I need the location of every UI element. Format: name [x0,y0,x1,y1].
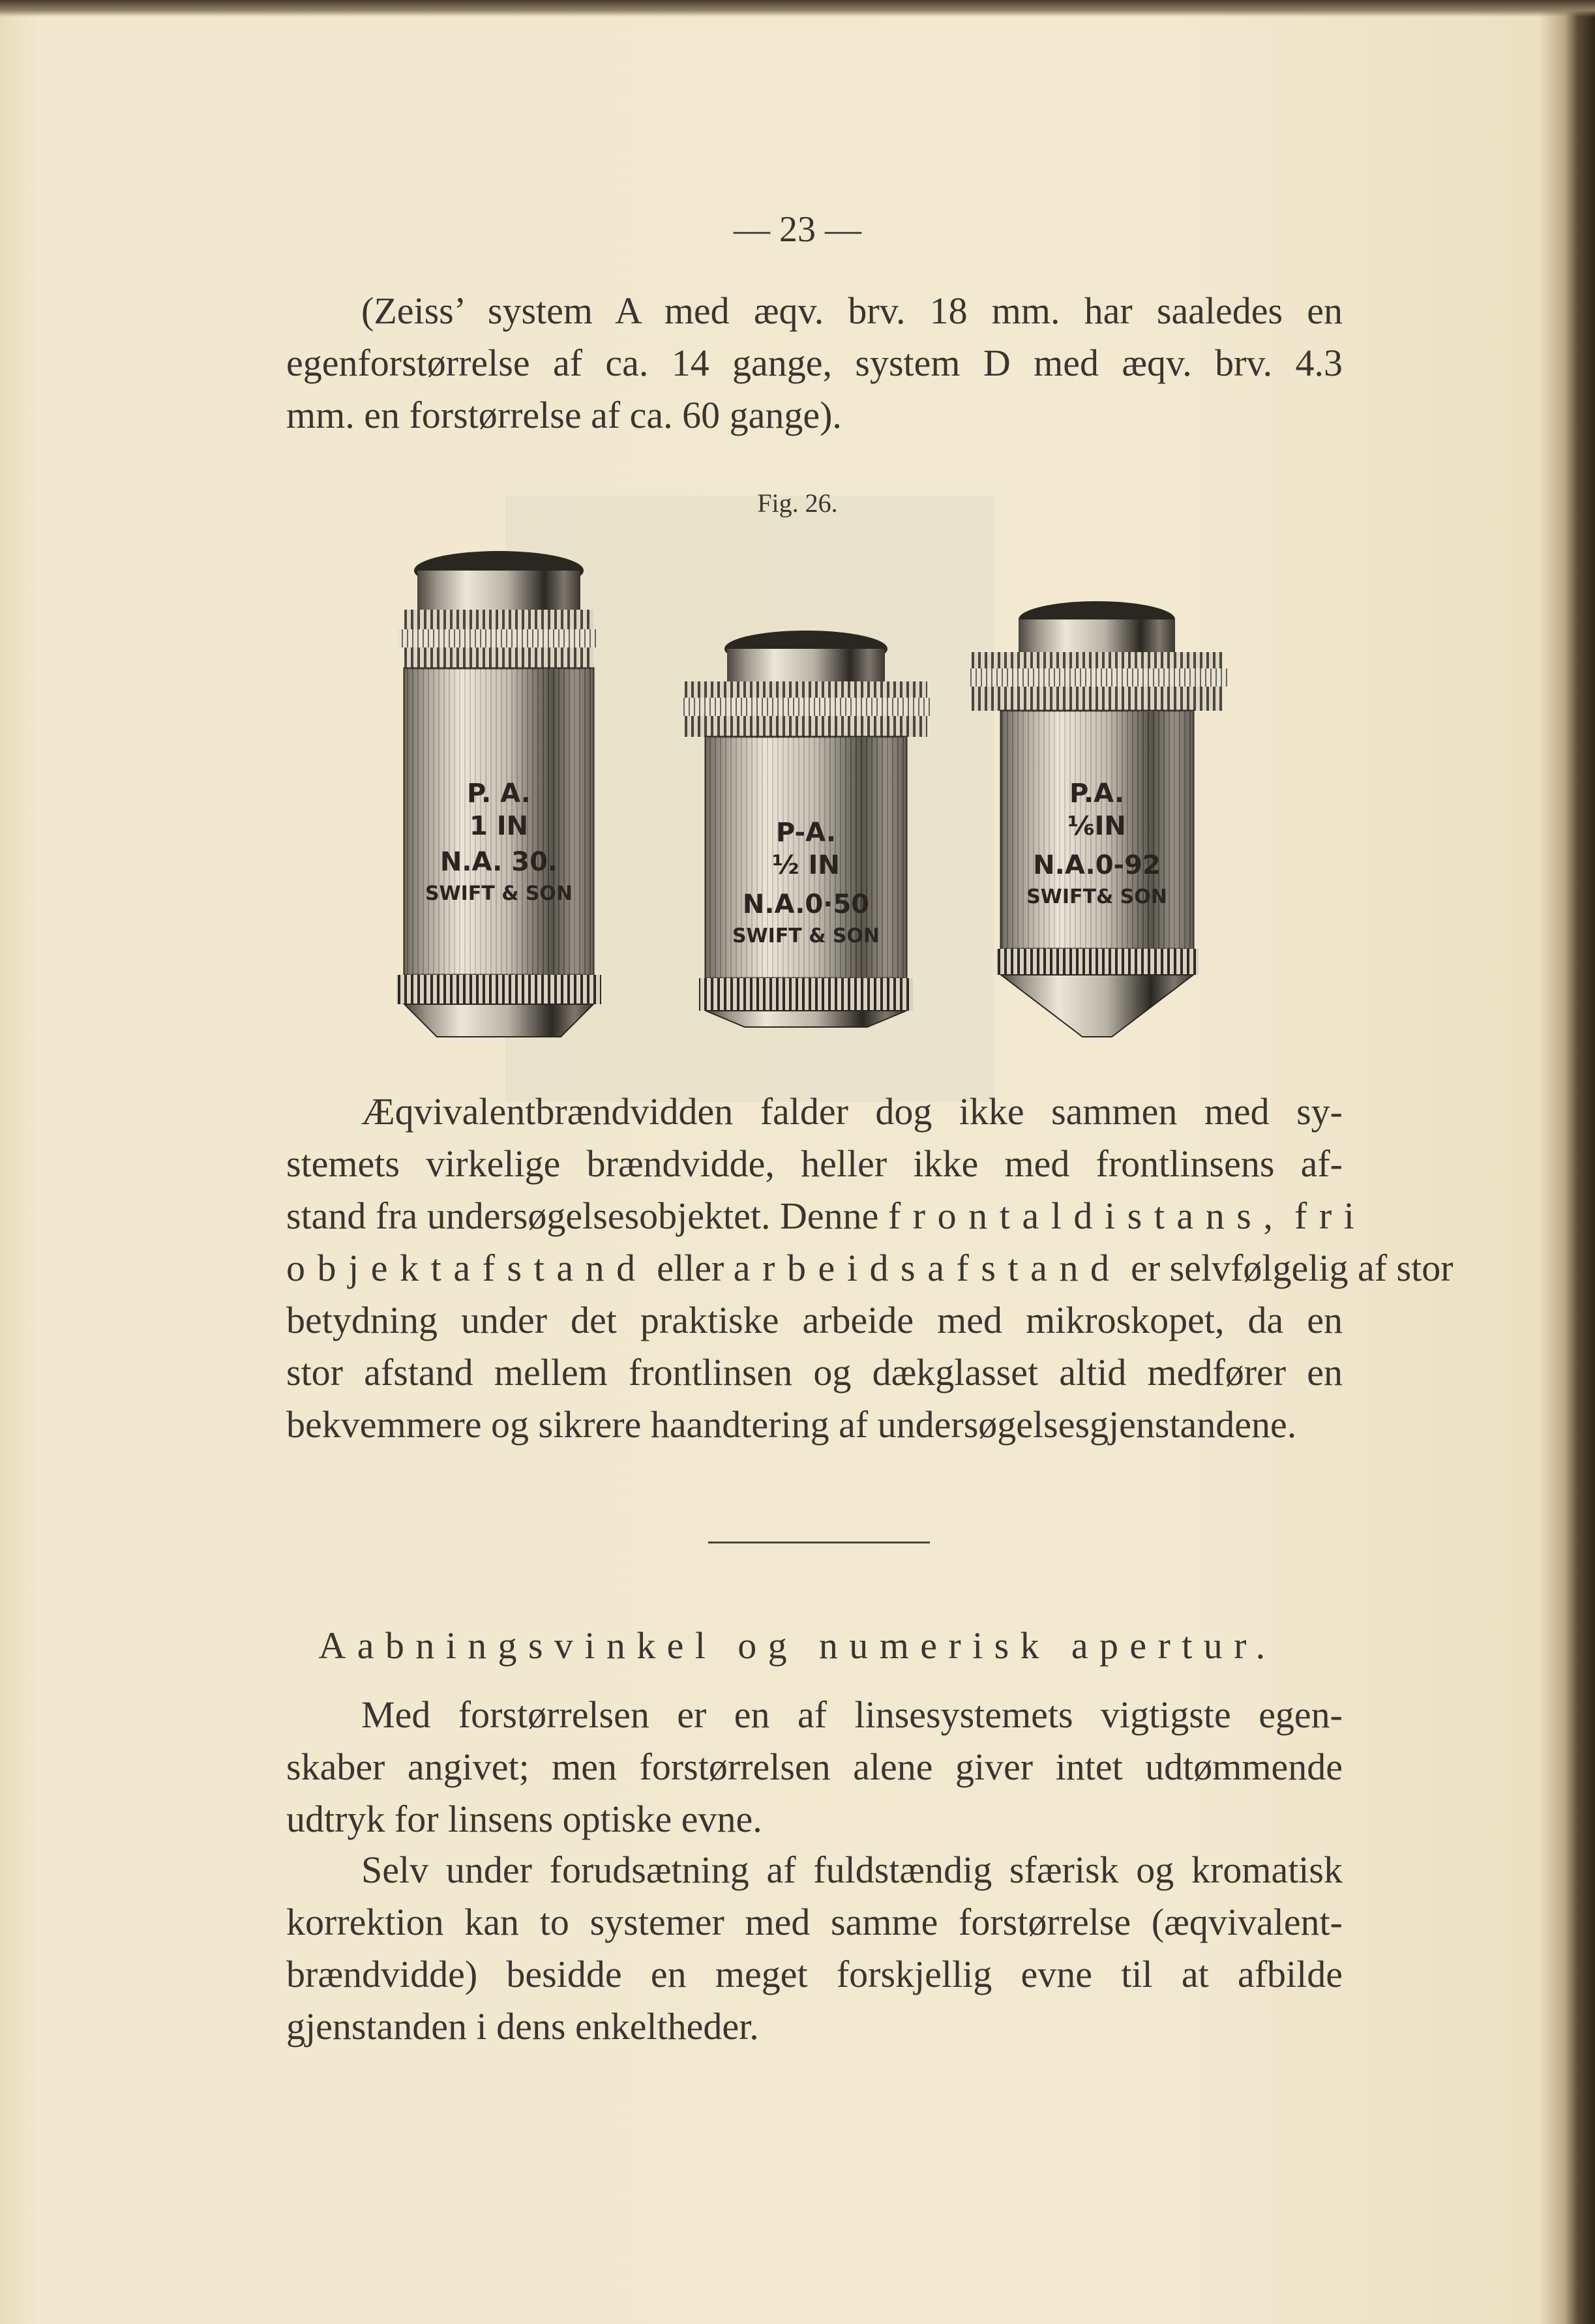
text-line: egenforstørrelse af ca. 14 gange, system D med æqv. brv. 4.3 [286,342,1343,384]
figure-caption: Fig. 26. [757,488,838,518]
text-line: stor afstand mellem frontlinsen og dækglasset altid medfører en [286,1351,1343,1393]
lens-label: SWIFT & SON [732,925,880,947]
paragraph-4 [286,1844,1343,2053]
text-line: korrektion kan to systemer med samme forstørrelse (æqvivalent- [286,1901,1343,1943]
paragraph-3 [286,1689,1343,1845]
text-line: (Zeiss’ system A med æqv. brv. 18 mm. har saaledes en [361,290,1343,332]
text-line: Med forstørrelsen er en af linsesystemets vigtigste egen- [361,1693,1343,1736]
lens-label: 1 IN [469,811,529,841]
lens-label: ½ IN [772,850,840,880]
text-line: Æqvivalentbrændvidden falder dog ikke sammen med sy- [361,1090,1343,1133]
spaced-term: frontaldistans, [887,1195,1285,1237]
paragraph-1 [286,285,1343,441]
text-line [286,1242,1453,1294]
text-segment: eller [647,1247,734,1289]
lens-1x [396,551,601,1037]
text-line: mm. en forstørrelse af ca. 60 gange). [286,394,842,436]
text-line: udtryk for linsens optiske evne. [286,1798,762,1840]
lens-sixth-inch [966,601,1227,1037]
text-line: gjenstanden i dens enkeltheder. [286,2005,759,2048]
objective-lenses-illustration [365,522,1252,1043]
spaced-term: fri [1294,1195,1367,1237]
lens-label: SWIFT& SON [1026,886,1167,908]
section-heading: Aabningsvinkel og numerisk apertur. [318,1624,1277,1667]
lens-label: N.A.0-92 [1033,850,1161,880]
text-line: stemets virkelige brændvidde, heller ikke med frontlinsens af- [286,1142,1343,1185]
text-line: Selv under forudsætning af fuldstændig sfærisk og kromatisk [361,1849,1343,1891]
page-top-edge [0,0,1595,17]
paragraph-2 [286,1086,1453,1451]
section-divider [708,1542,930,1543]
lens-label: P.A. [1069,779,1125,809]
lens-label: N.A.0·50 [742,889,870,919]
text-line: skaber angivet; men forstørrelsen alene giver intet udtømmende [286,1746,1343,1788]
text-segment: stand fra undersøgelsesobjektet. Denne [286,1195,888,1237]
text-line [286,1190,1367,1242]
spaced-term: arbeidsafstand [733,1247,1122,1289]
text-line: bekvemmere og sikrere haandtering af undersøgelsesgjenstandene. [286,1403,1297,1446]
lens-label: SWIFT & SON [425,882,573,905]
text-line: brændvidde) besidde en meget forskjellig evne til at afbilde [286,1953,1343,1995]
lens-label: ⅙IN [1067,811,1126,841]
text-line: betydning under det praktiske arbeide med mikroskopet, da en [286,1299,1343,1341]
lens-label: P-A. [775,818,837,848]
lens-label: P. A. [467,779,531,809]
spaced-term: objektafstand [286,1247,648,1289]
lens-half-inch [679,631,932,1027]
page-number: — 23 — [734,209,861,250]
text-segment: er selvfølgelig af stor [1121,1247,1453,1289]
lens-label: N.A. 30. [440,847,558,877]
